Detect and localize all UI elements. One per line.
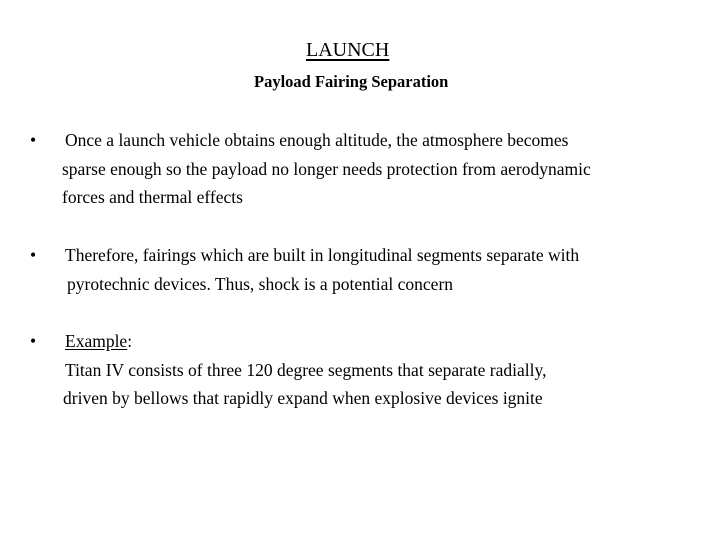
bullet-text-line: forces and thermal effects [62,187,243,207]
bullet-text-line: Once a launch vehicle obtains enough altitude, the atmosphere becomes [65,130,569,150]
bullet-text-line: Titan IV consists of three 120 degree segments that separate radially, [65,359,547,380]
bullet-text-line: Therefore, fairings which are built in longitudinal segments separate with [65,245,580,265]
bullet-dot: • [30,130,37,150]
example-label: Example [65,331,128,351]
bullet-text-line: driven by bellows that rapidly expand when explosive devices ignite [63,388,543,408]
bullet-item [30,327,710,413]
bullet-text-line: pyrotechnic devices. Thus, shock is a potential concern [67,273,454,294]
bullet-dot: • [30,331,37,351]
bullet-item [30,126,710,212]
bullet-item [30,241,710,298]
bullet-dot: • [30,245,37,265]
example-label-suffix: : [127,331,133,351]
slide-title: LAUNCH [306,39,390,61]
bullet-heading-line [65,327,710,356]
slide-subtitle: Payload Fairing Separation [254,72,449,91]
bullet-text-line: sparse enough so the payload no longer needs protection from aerodynamic [62,158,591,179]
